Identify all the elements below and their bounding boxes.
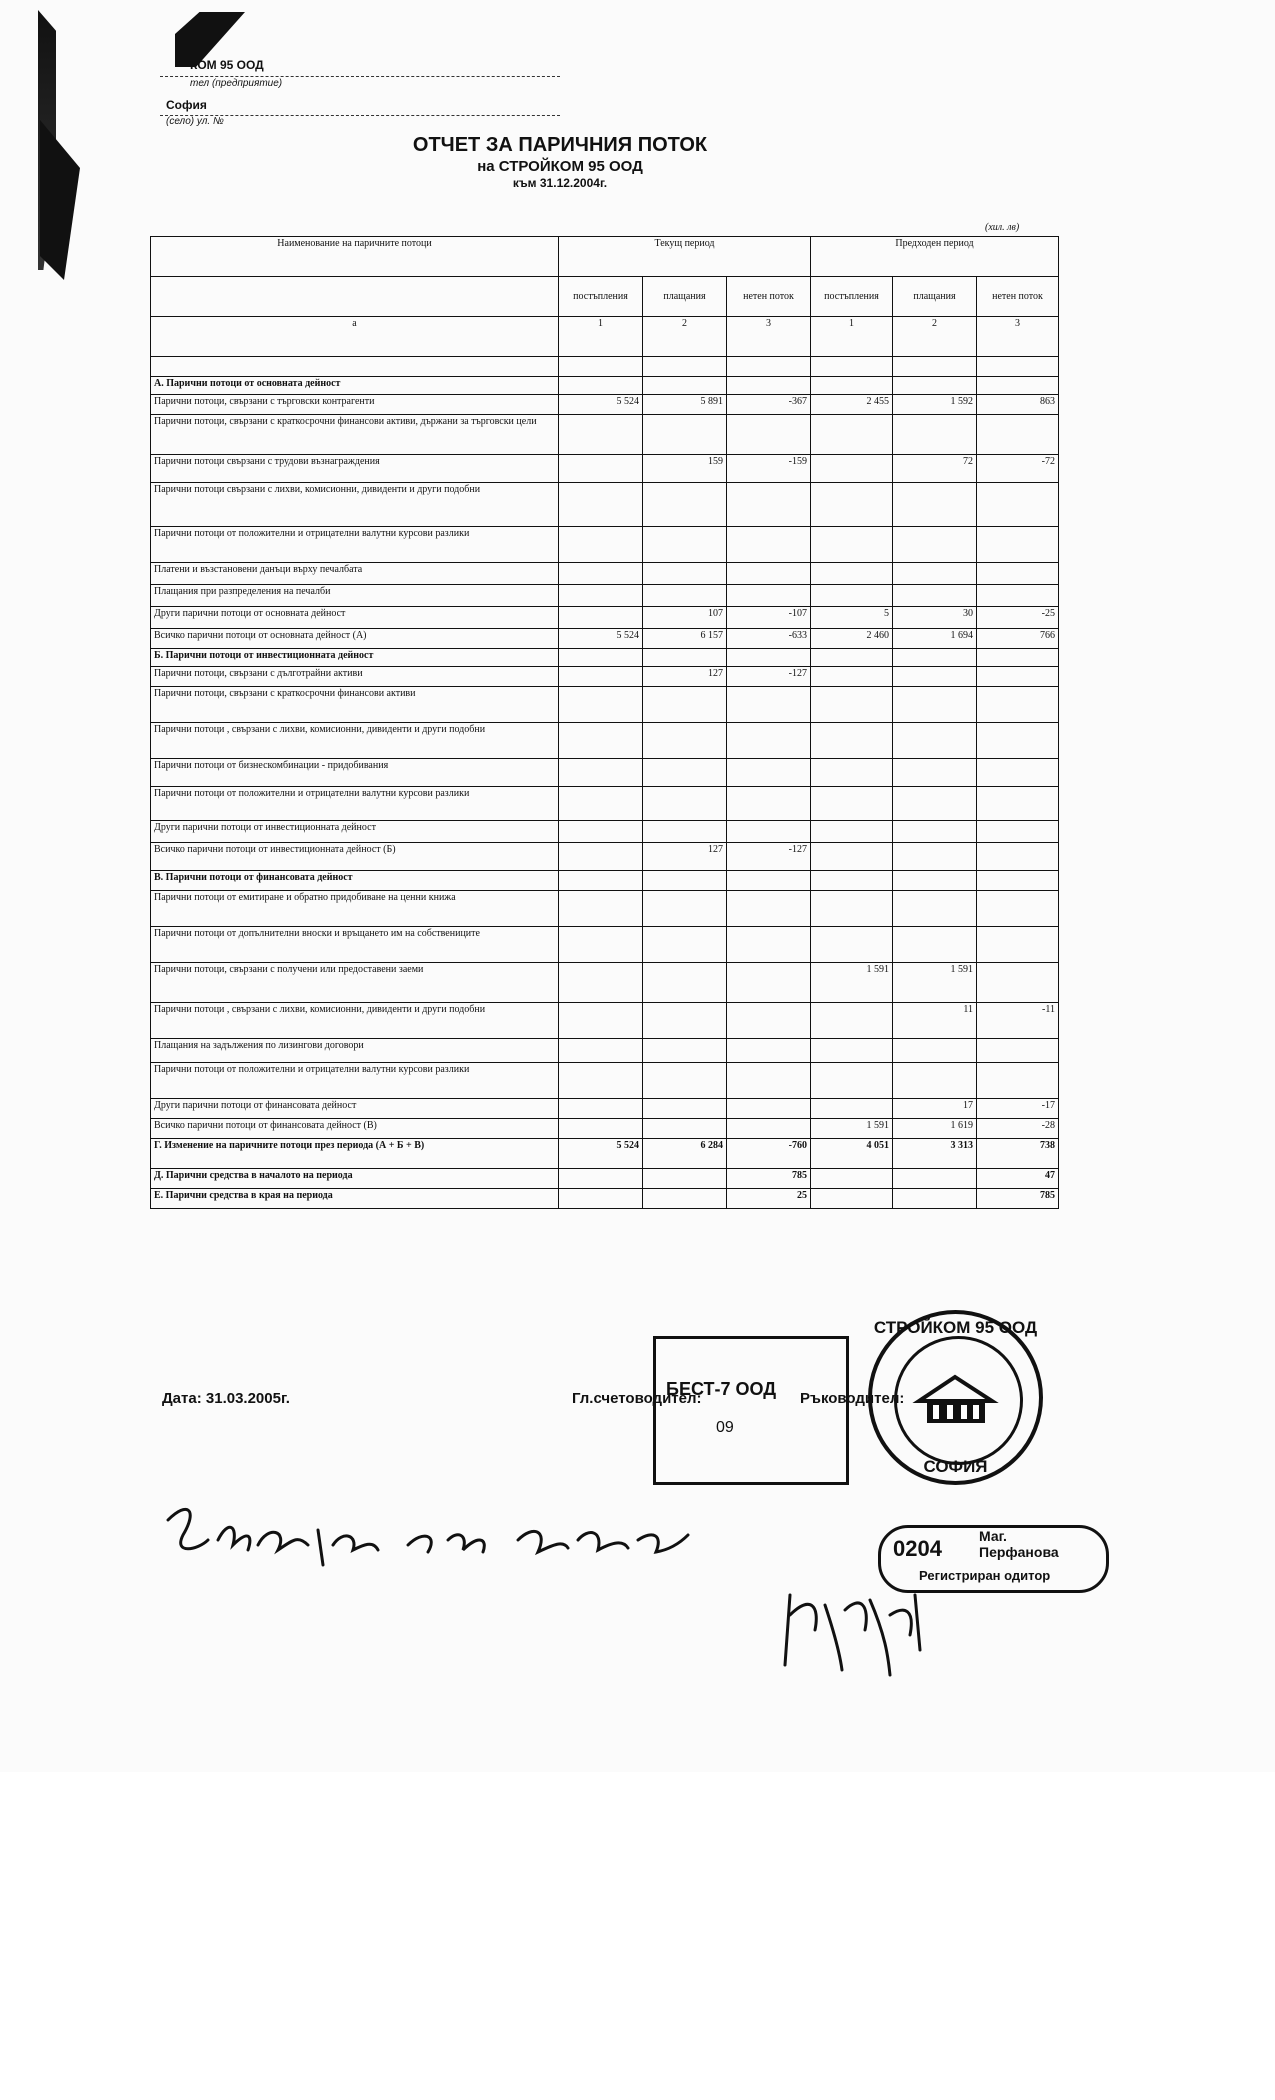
value-cell bbox=[559, 787, 643, 821]
previous-period-header: Предходен период bbox=[811, 237, 1059, 277]
value-cell bbox=[977, 871, 1059, 891]
row-label: Плащания при разпределения на печалби bbox=[151, 585, 559, 607]
value-cell bbox=[559, 759, 643, 787]
table-row bbox=[151, 395, 1059, 415]
value-cell bbox=[559, 1063, 643, 1099]
report-title: ОТЧЕТ ЗА ПАРИЧНИЯ ПОТОК bbox=[412, 134, 708, 156]
value-cell bbox=[643, 649, 727, 667]
value-cell bbox=[893, 759, 977, 787]
row-label: Парични потоци , свързани с лихви, комисионни, дивиденти и други подобни bbox=[151, 1003, 559, 1039]
seal-inner-ring bbox=[894, 1336, 1023, 1465]
value-cell bbox=[559, 723, 643, 759]
handwritten-note bbox=[158, 1490, 718, 1600]
value-cell bbox=[977, 927, 1059, 963]
value-cell bbox=[811, 843, 893, 871]
value-cell bbox=[977, 687, 1059, 723]
stamp-suffix: ООД bbox=[735, 1379, 777, 1399]
value-cell bbox=[977, 563, 1059, 585]
value-cell bbox=[643, 527, 727, 563]
table-row bbox=[151, 723, 1059, 759]
value-cell bbox=[727, 1039, 811, 1063]
table-row bbox=[151, 963, 1059, 1003]
sub-col-header: нетен поток bbox=[727, 277, 811, 317]
table-row bbox=[151, 891, 1059, 927]
value-cell: -25 bbox=[977, 607, 1059, 629]
value-cell bbox=[977, 787, 1059, 821]
subcolumn-header-row bbox=[151, 277, 1059, 317]
value-cell bbox=[643, 585, 727, 607]
table-row bbox=[151, 1099, 1059, 1119]
value-cell: 72 bbox=[893, 455, 977, 483]
value-cell: 5 524 bbox=[559, 395, 643, 415]
auditor-name-prefix: Маг. bbox=[979, 1528, 1007, 1544]
value-cell bbox=[727, 723, 811, 759]
value-cell bbox=[977, 963, 1059, 1003]
row-label: Парични потоци от положителни и отрицателни валутни курсови разлики bbox=[151, 527, 559, 563]
sub-col-header: плащания bbox=[893, 277, 977, 317]
value-cell bbox=[559, 415, 643, 455]
value-cell bbox=[727, 927, 811, 963]
value-cell: 1 694 bbox=[893, 629, 977, 649]
value-cell bbox=[811, 377, 893, 395]
value-cell bbox=[893, 687, 977, 723]
value-cell bbox=[643, 787, 727, 821]
value-cell bbox=[643, 891, 727, 927]
auditor-name: Перфанова bbox=[979, 1544, 1059, 1560]
section-row bbox=[151, 377, 1059, 395]
current-period-header: Текущ период bbox=[559, 237, 811, 277]
value-cell bbox=[559, 891, 643, 927]
value-cell bbox=[727, 821, 811, 843]
seal-bottom-text: СОФИЯ bbox=[923, 1457, 988, 1476]
row-label: Парични потоци, свързани с дълготрайни активи bbox=[151, 667, 559, 687]
value-cell: 25 bbox=[727, 1189, 811, 1209]
index-row bbox=[151, 317, 1059, 357]
section-row bbox=[151, 1169, 1059, 1189]
value-cell: 5 524 bbox=[559, 629, 643, 649]
value-cell bbox=[893, 1063, 977, 1099]
value-cell: 5 524 bbox=[559, 1139, 643, 1169]
value-cell bbox=[559, 821, 643, 843]
value-cell bbox=[727, 649, 811, 667]
table-row bbox=[151, 1119, 1059, 1139]
row-label: Д. Парични средства в началото на периода bbox=[151, 1169, 559, 1189]
value-cell bbox=[559, 843, 643, 871]
table-row bbox=[151, 455, 1059, 483]
value-cell bbox=[893, 585, 977, 607]
value-cell bbox=[559, 1169, 643, 1189]
value-cell bbox=[727, 585, 811, 607]
row-label: В. Парични потоци от финансовата дейност bbox=[151, 871, 559, 891]
table-row bbox=[151, 585, 1059, 607]
value-cell bbox=[893, 563, 977, 585]
value-cell: 11 bbox=[893, 1003, 977, 1039]
value-cell: -159 bbox=[727, 455, 811, 483]
value-cell bbox=[811, 723, 893, 759]
index-cell: 3 bbox=[977, 317, 1059, 357]
seal-building-icon bbox=[897, 1339, 1014, 1456]
table-row bbox=[151, 1003, 1059, 1039]
value-cell: 159 bbox=[643, 455, 727, 483]
value-cell bbox=[893, 787, 977, 821]
value-cell bbox=[727, 759, 811, 787]
value-cell bbox=[811, 821, 893, 843]
unit-label: (хил. лв) bbox=[985, 222, 1020, 233]
value-cell: -367 bbox=[727, 395, 811, 415]
value-cell bbox=[977, 821, 1059, 843]
value-cell: 1 591 bbox=[893, 963, 977, 1003]
value-cell bbox=[727, 1099, 811, 1119]
index-cell: 1 bbox=[559, 317, 643, 357]
row-label: Парични потоци свързани с лихви, комисионни, дивиденти и други подобни bbox=[151, 483, 559, 527]
value-cell bbox=[559, 649, 643, 667]
stamp-number: 09 bbox=[716, 1419, 734, 1436]
value-cell bbox=[559, 1189, 643, 1209]
value-cell bbox=[893, 1039, 977, 1063]
value-cell bbox=[893, 1189, 977, 1209]
value-cell bbox=[643, 1169, 727, 1189]
value-cell: 766 bbox=[977, 629, 1059, 649]
value-cell bbox=[977, 415, 1059, 455]
row-label: Парични потоци от бизнескомбинации - придобивания bbox=[151, 759, 559, 787]
value-cell bbox=[643, 723, 727, 759]
table-row bbox=[151, 787, 1059, 821]
value-cell: -107 bbox=[727, 607, 811, 629]
table-row bbox=[151, 687, 1059, 723]
value-cell bbox=[643, 1039, 727, 1063]
value-cell: -633 bbox=[727, 629, 811, 649]
value-cell: -17 bbox=[977, 1099, 1059, 1119]
company-name: КОМ 95 ООД bbox=[190, 58, 264, 72]
value-cell bbox=[811, 455, 893, 483]
value-cell: 2 460 bbox=[811, 629, 893, 649]
value-cell bbox=[811, 1039, 893, 1063]
section-row bbox=[151, 1189, 1059, 1209]
value-cell bbox=[977, 585, 1059, 607]
sub-col-header: постъпления bbox=[559, 277, 643, 317]
accountant-label: Гл.счетоводител: bbox=[572, 1390, 702, 1407]
value-cell bbox=[559, 377, 643, 395]
value-cell bbox=[559, 607, 643, 629]
row-label: Всичко парични потоци от финансовата дейност (В) bbox=[151, 1119, 559, 1139]
table-row bbox=[151, 527, 1059, 563]
row-label: Плащания на задължения по лизингови договори bbox=[151, 1039, 559, 1063]
value-cell bbox=[727, 377, 811, 395]
value-cell bbox=[559, 871, 643, 891]
value-cell: 1 619 bbox=[893, 1119, 977, 1139]
value-cell bbox=[559, 1119, 643, 1139]
value-cell bbox=[811, 1099, 893, 1119]
value-cell bbox=[811, 871, 893, 891]
value-cell bbox=[559, 1039, 643, 1063]
row-label: Парични потоци от допълнителни вноски и връщането им на собствениците bbox=[151, 927, 559, 963]
table-row bbox=[151, 1039, 1059, 1063]
value-cell bbox=[811, 1063, 893, 1099]
row-label: Други парични потоци от основната дейност bbox=[151, 607, 559, 629]
value-cell bbox=[977, 723, 1059, 759]
value-cell bbox=[893, 415, 977, 455]
table-row bbox=[151, 415, 1059, 455]
value-cell bbox=[893, 483, 977, 527]
value-cell bbox=[893, 377, 977, 395]
auditor-number: 0204 bbox=[893, 1536, 942, 1561]
value-cell: 107 bbox=[643, 607, 727, 629]
row-label: Е. Парични средства в края на периода bbox=[151, 1189, 559, 1209]
value-cell: 3 313 bbox=[893, 1139, 977, 1169]
row-label: Парични потоци от положителни и отрицателни валутни курсови разлики bbox=[151, 1063, 559, 1099]
row-label: Парични потоци от положителни и отрицателни валутни курсови разлики bbox=[151, 787, 559, 821]
value-cell bbox=[977, 1039, 1059, 1063]
index-cell: а bbox=[151, 317, 559, 357]
table-row bbox=[151, 667, 1059, 687]
value-cell bbox=[893, 927, 977, 963]
company-line bbox=[160, 76, 560, 77]
value-cell: 6 157 bbox=[643, 629, 727, 649]
value-cell bbox=[559, 963, 643, 1003]
value-cell bbox=[893, 871, 977, 891]
value-cell bbox=[643, 821, 727, 843]
value-cell bbox=[643, 1119, 727, 1139]
value-cell: 5 bbox=[811, 607, 893, 629]
table-row bbox=[151, 483, 1059, 527]
section-row bbox=[151, 871, 1059, 891]
value-cell bbox=[811, 415, 893, 455]
value-cell bbox=[977, 649, 1059, 667]
value-cell bbox=[727, 891, 811, 927]
value-cell: 1 591 bbox=[811, 963, 893, 1003]
value-cell: 6 284 bbox=[643, 1139, 727, 1169]
value-cell bbox=[727, 871, 811, 891]
index-cell: 1 bbox=[811, 317, 893, 357]
section-row bbox=[151, 1139, 1059, 1169]
spacer-row bbox=[151, 357, 1059, 377]
value-cell bbox=[559, 585, 643, 607]
section-row bbox=[151, 649, 1059, 667]
sub-col-header: нетен поток bbox=[977, 277, 1059, 317]
value-cell bbox=[559, 1003, 643, 1039]
value-cell bbox=[559, 563, 643, 585]
row-label: Всичко парични потоци от инвестиционната дейност (Б) bbox=[151, 843, 559, 871]
value-cell bbox=[977, 843, 1059, 871]
value-cell: 1 591 bbox=[811, 1119, 893, 1139]
value-cell: 785 bbox=[977, 1189, 1059, 1209]
value-cell bbox=[643, 927, 727, 963]
value-cell bbox=[893, 667, 977, 687]
auditor-signature bbox=[770, 1575, 940, 1695]
value-cell bbox=[811, 483, 893, 527]
value-cell bbox=[811, 667, 893, 687]
value-cell bbox=[977, 667, 1059, 687]
value-cell bbox=[727, 415, 811, 455]
cash-flow-table bbox=[150, 236, 1059, 1209]
value-cell: 127 bbox=[643, 843, 727, 871]
value-cell bbox=[559, 927, 643, 963]
row-label: Б. Парични потоци от инвестиционната дейност bbox=[151, 649, 559, 667]
value-cell bbox=[643, 1189, 727, 1209]
company-stamp bbox=[653, 1336, 849, 1485]
value-cell bbox=[811, 527, 893, 563]
row-label: Парични потоци , свързани с лихви, комисионни, дивиденти и други подобни bbox=[151, 723, 559, 759]
value-cell bbox=[893, 843, 977, 871]
value-cell bbox=[811, 563, 893, 585]
value-cell bbox=[977, 891, 1059, 927]
value-cell bbox=[977, 527, 1059, 563]
value-cell bbox=[727, 563, 811, 585]
row-label: А. Парични потоци от основната дейност bbox=[151, 377, 559, 395]
value-cell: -11 bbox=[977, 1003, 1059, 1039]
auditor-title: Регистриран одитор bbox=[919, 1568, 1051, 1583]
value-cell bbox=[643, 759, 727, 787]
city-name: София bbox=[166, 98, 207, 112]
value-cell bbox=[559, 687, 643, 723]
report-date: към 31.12.2004г. bbox=[512, 176, 608, 190]
stamp-text: БЕСТ-7 bbox=[666, 1379, 731, 1399]
value-cell: 127 bbox=[643, 667, 727, 687]
value-cell bbox=[727, 963, 811, 1003]
seal-top-text: СТРОЙКОМ 95 ООД bbox=[873, 1318, 1038, 1337]
blank-margin bbox=[0, 1772, 1275, 2100]
index-cell: 2 bbox=[893, 317, 977, 357]
table-row bbox=[151, 629, 1059, 649]
value-cell bbox=[811, 1169, 893, 1189]
value-cell bbox=[643, 687, 727, 723]
value-cell bbox=[893, 527, 977, 563]
round-seal bbox=[868, 1310, 1043, 1485]
value-cell bbox=[893, 723, 977, 759]
value-cell bbox=[643, 871, 727, 891]
value-cell bbox=[811, 649, 893, 667]
company-caption: тел (предприятие) bbox=[190, 78, 283, 89]
value-cell bbox=[559, 527, 643, 563]
value-cell bbox=[727, 483, 811, 527]
row-label: Парични потоци, свързани с търговски контрагенти bbox=[151, 395, 559, 415]
value-cell: 2 455 bbox=[811, 395, 893, 415]
table-row bbox=[151, 607, 1059, 629]
value-cell bbox=[643, 563, 727, 585]
table-row bbox=[151, 843, 1059, 871]
value-cell: -127 bbox=[727, 843, 811, 871]
value-cell: -760 bbox=[727, 1139, 811, 1169]
value-cell: 47 bbox=[977, 1169, 1059, 1189]
value-cell: 30 bbox=[893, 607, 977, 629]
value-cell: 5 891 bbox=[643, 395, 727, 415]
value-cell bbox=[643, 963, 727, 1003]
row-label: Парични потоци свързани с трудови възнаграждения bbox=[151, 455, 559, 483]
value-cell: 17 bbox=[893, 1099, 977, 1119]
sub-col-header: плащания bbox=[643, 277, 727, 317]
value-cell bbox=[893, 649, 977, 667]
address-caption: (село) ул. № bbox=[166, 116, 224, 127]
report-date-signature: Дата: 31.03.2005г. bbox=[162, 1390, 290, 1407]
table-row bbox=[151, 927, 1059, 963]
value-cell: 1 592 bbox=[893, 395, 977, 415]
value-cell bbox=[643, 1063, 727, 1099]
auditor-stamp bbox=[878, 1525, 1109, 1593]
table-row bbox=[151, 1063, 1059, 1099]
table-row bbox=[151, 759, 1059, 787]
value-cell: 785 bbox=[727, 1169, 811, 1189]
value-cell bbox=[559, 455, 643, 483]
value-cell bbox=[643, 415, 727, 455]
value-cell bbox=[811, 1003, 893, 1039]
value-cell bbox=[727, 1063, 811, 1099]
value-cell bbox=[977, 759, 1059, 787]
index-cell: 2 bbox=[643, 317, 727, 357]
manager-label: Ръководител: bbox=[800, 1390, 905, 1407]
value-cell bbox=[977, 377, 1059, 395]
value-cell bbox=[811, 927, 893, 963]
value-cell bbox=[727, 1119, 811, 1139]
value-cell bbox=[727, 527, 811, 563]
col-name-header: Наименование на паричните потоци bbox=[151, 237, 559, 277]
row-label: Парични потоци, свързани с получени или предоставени заеми bbox=[151, 963, 559, 1003]
report-subtitle: на СТРОЙКОМ 95 ООД bbox=[477, 158, 643, 175]
value-cell bbox=[811, 687, 893, 723]
value-cell bbox=[727, 787, 811, 821]
row-label: Платени и възстановени данъци върху печалбата bbox=[151, 563, 559, 585]
value-cell bbox=[811, 1189, 893, 1209]
index-cell: 3 bbox=[727, 317, 811, 357]
value-cell bbox=[811, 787, 893, 821]
row-label: Парични потоци, свързани с краткосрочни финансови активи, държани за търговски цели bbox=[151, 415, 559, 455]
value-cell bbox=[559, 1099, 643, 1119]
value-cell bbox=[893, 821, 977, 843]
row-label: Г. Изменение на паричните потоци през периода (А + Б + В) bbox=[151, 1139, 559, 1169]
value-cell bbox=[977, 483, 1059, 527]
value-cell bbox=[727, 1003, 811, 1039]
value-cell bbox=[643, 377, 727, 395]
value-cell: 863 bbox=[977, 395, 1059, 415]
row-label: Други парични потоци от инвестиционната дейност bbox=[151, 821, 559, 843]
row-label: Парични потоци от емитиране и обратно придобиване на ценни книжа bbox=[151, 891, 559, 927]
value-cell: 738 bbox=[977, 1139, 1059, 1169]
sub-col-header: постъпления bbox=[811, 277, 893, 317]
value-cell: 4 051 bbox=[811, 1139, 893, 1169]
value-cell bbox=[559, 483, 643, 527]
value-cell bbox=[811, 585, 893, 607]
value-cell bbox=[893, 891, 977, 927]
row-label: Всичко парични потоци от основната дейност (А) bbox=[151, 629, 559, 649]
value-cell bbox=[643, 1003, 727, 1039]
value-cell bbox=[811, 759, 893, 787]
value-cell: -72 bbox=[977, 455, 1059, 483]
value-cell bbox=[643, 1099, 727, 1119]
table-row bbox=[151, 563, 1059, 585]
value-cell: -28 bbox=[977, 1119, 1059, 1139]
table-row bbox=[151, 821, 1059, 843]
value-cell bbox=[977, 1063, 1059, 1099]
value-cell bbox=[811, 891, 893, 927]
value-cell: -127 bbox=[727, 667, 811, 687]
row-label: Парични потоци, свързани с краткосрочни финансови активи bbox=[151, 687, 559, 723]
value-cell bbox=[643, 483, 727, 527]
value-cell bbox=[727, 687, 811, 723]
value-cell bbox=[893, 1169, 977, 1189]
value-cell bbox=[559, 667, 643, 687]
row-label: Други парични потоци от финансовата дейност bbox=[151, 1099, 559, 1119]
